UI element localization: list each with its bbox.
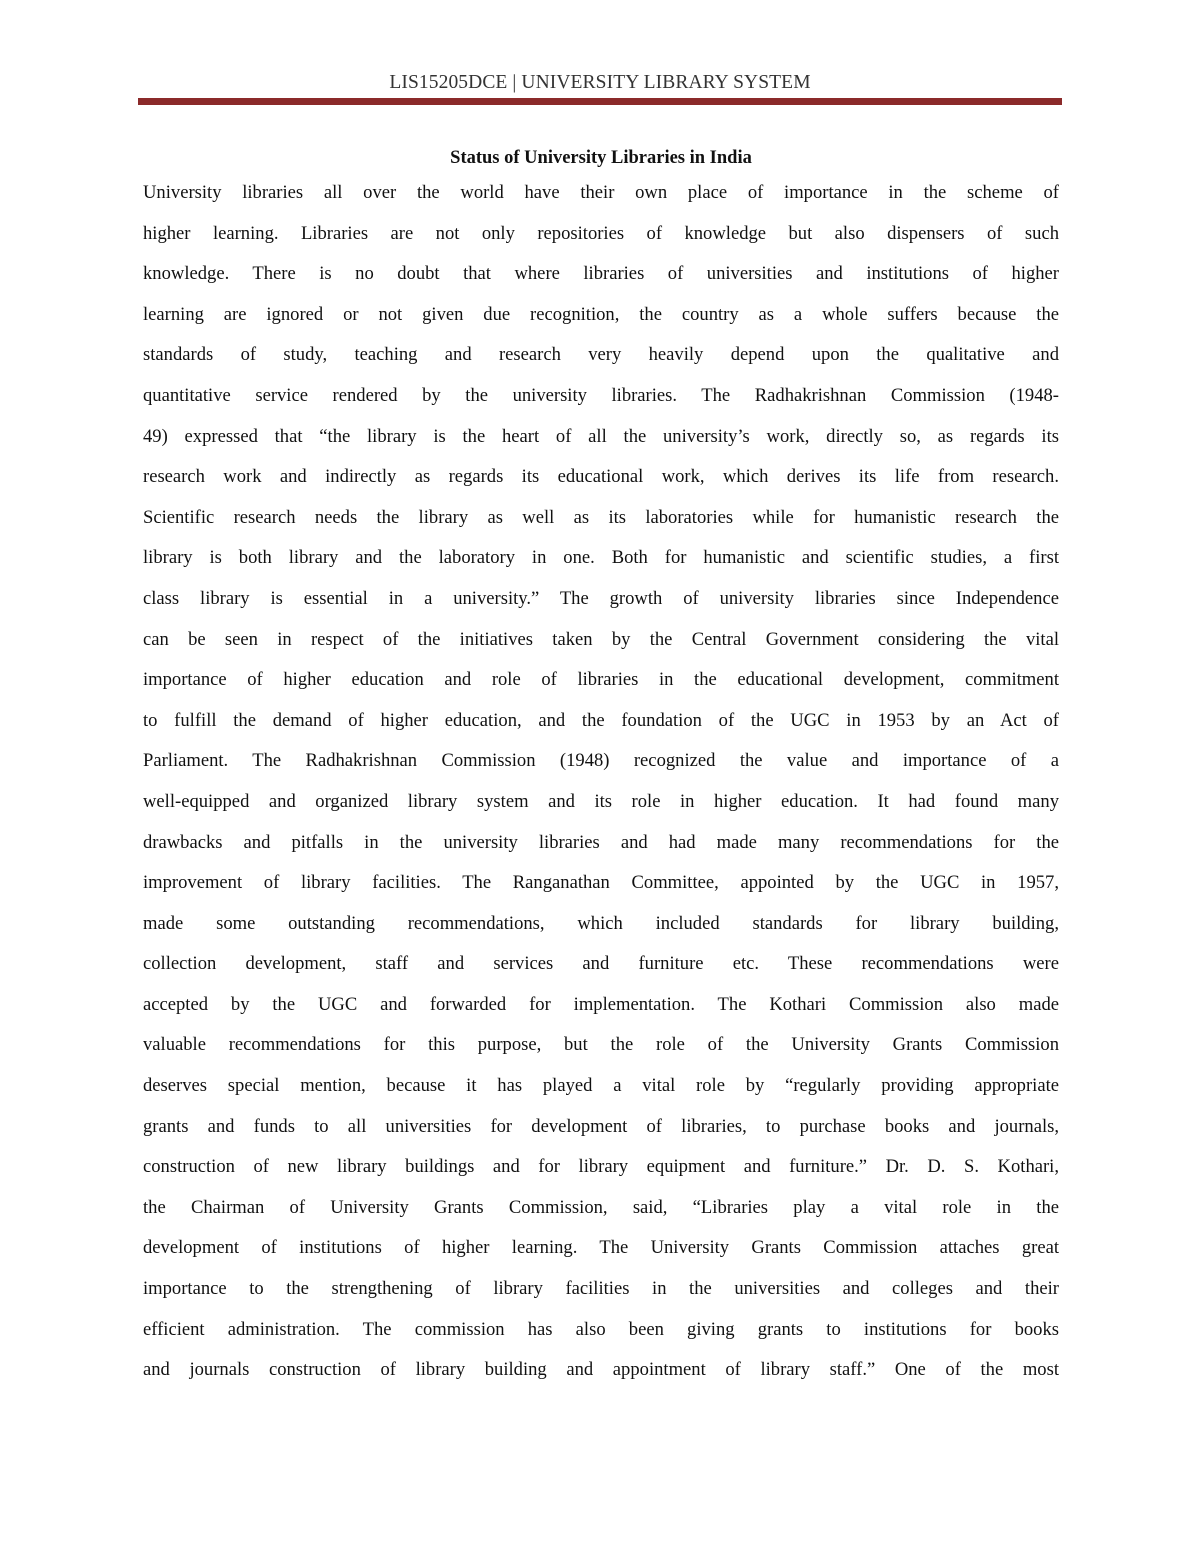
document-body [143,143,1059,1391]
text-line: improvement of library facilities. The Ranganathan Committee, appointed by the UGC in 1957, [143,872,1059,894]
text-line: the Chairman of University Grants Commission, said, “Libraries play a vital role in the [143,1196,1059,1218]
text-line: made some outstanding recommendations, which included standards for library building, [143,912,1059,934]
text-line: accepted by the UGC and forwarded for implementation. The Kothari Commission also made [143,993,1059,1015]
text-line: grants and funds to all universities for development of libraries, to purchase books and journals, [143,1115,1059,1137]
text-line: and journals construction of library building and appointment of library staff.” One of the most [143,1359,1059,1381]
document-heading: Status of University Libraries in India [450,148,752,168]
text-line: well-equipped and organized library system and its role in higher education. It had found many [143,790,1059,812]
text-line: library is both library and the laboratory in one. Both for humanistic and scientific studies, a first [143,547,1059,569]
text-line: learning are ignored or not given due recognition, the country as a whole suffers because the [143,303,1059,325]
text-line: importance of higher education and role of libraries in the educational development, commitment [143,669,1059,691]
text-line: standards of study, teaching and research very heavily depend upon the qualitative and [143,344,1059,366]
header-rule [138,98,1062,105]
text-line: to fulfill the demand of higher education, and the foundation of the UGC in 1953 by an Act of [143,709,1059,731]
text-line: class library is essential in a university.” The growth of university libraries since Independence [143,587,1059,609]
text-line: construction of new library buildings and for library equipment and furniture.” Dr. D. S. Kothari, [143,1156,1059,1178]
text-line: collection development, staff and services and furniture etc. These recommendations were [143,953,1059,975]
text-line: University libraries all over the world have their own place of importance in the scheme of [143,182,1059,203]
text-line: research work and indirectly as regards its educational work, which derives its life from research. [143,466,1059,488]
text-line: drawbacks and pitfalls in the university libraries and had made many recommendations for the [143,831,1059,853]
text-line: development of institutions of higher learning. The University Grants Commission attaches great [143,1237,1059,1259]
text-line: higher learning. Libraries are not only repositories of knowledge but also dispensers of such [143,222,1059,244]
text-line: efficient administration. The commission has also been giving grants to institutions for books [143,1318,1059,1340]
header-title: LIS15205DCE | UNIVERSITY LIBRARY SYSTEM [389,72,811,93]
page-header [138,70,1062,105]
text-line: valuable recommendations for this purpose, but the role of the University Grants Commission [143,1034,1059,1056]
text-line: Scientific research needs the library as well as its laboratories while for humanistic research the [143,506,1059,528]
text-line: importance to the strengthening of library facilities in the universities and colleges and their [143,1278,1059,1300]
text-line: Parliament. The Radhakrishnan Commission (1948) recognized the value and importance of a [143,750,1059,772]
body-paragraph [143,173,1059,1391]
text-line: 49) expressed that “the library is the heart of all the university’s work, directly so, as regards its [143,425,1059,447]
text-line: deserves special mention, because it has played a vital role by “regularly providing appropriate [143,1075,1059,1097]
text-line: can be seen in respect of the initiatives taken by the Central Government considering the vital [143,628,1059,650]
text-line: knowledge. There is no doubt that where libraries of universities and institutions of higher [143,263,1059,285]
text-line: quantitative service rendered by the university libraries. The Radhakrishnan Commission (1948- [143,384,1059,406]
